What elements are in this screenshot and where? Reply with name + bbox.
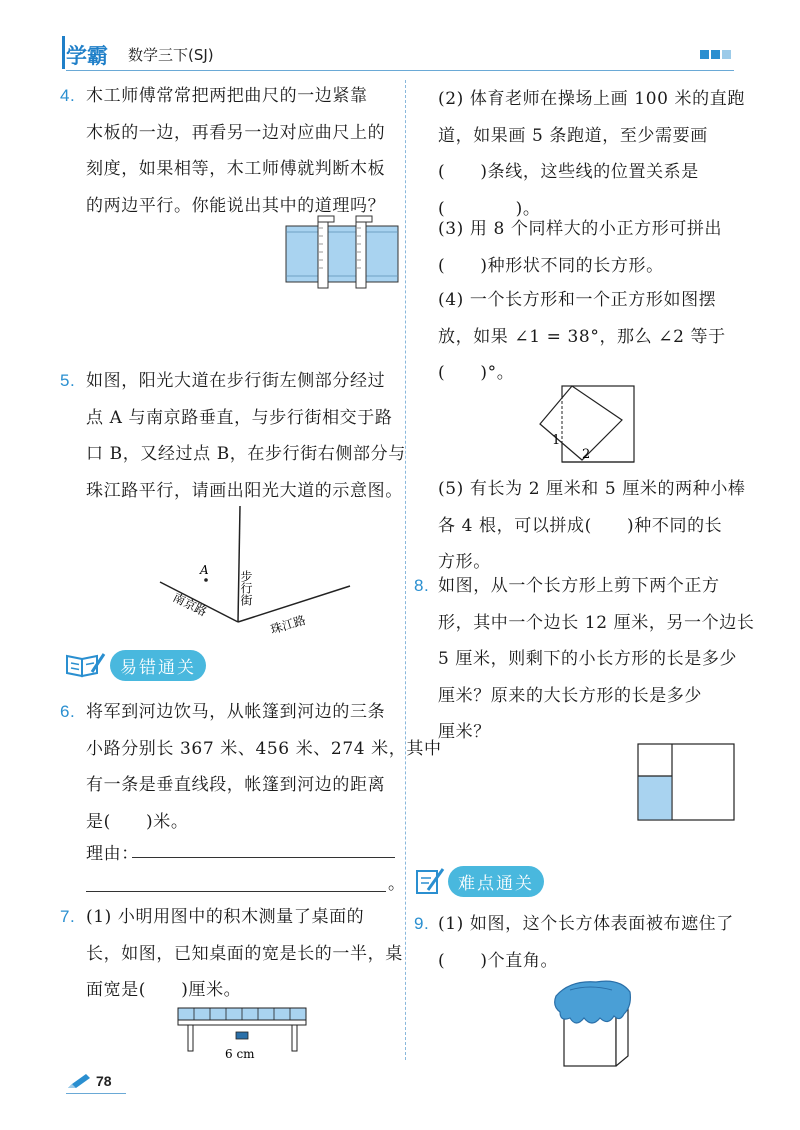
question-7-part-2 — [438, 81, 745, 227]
question-text: 道，如果画 5 条跑道，至少需要画 — [438, 125, 708, 146]
question-text: 的两边平行。你能说出其中的道理吗？ — [86, 195, 386, 216]
header-square-icon — [711, 50, 720, 59]
question-text: (1) 如图，这个长方体表面被布遮住了 — [438, 914, 734, 934]
question-text: 刻度，如果相等，木工师傅就判断木板 — [86, 159, 386, 179]
question-text: ( )个直角。 — [438, 950, 559, 971]
pencil-icon — [66, 1072, 92, 1092]
covered-cuboid-figure — [550, 976, 634, 1070]
header-square-icon — [722, 50, 731, 59]
question-text: 小路分别长 367 米、456 米、274 米，其中 — [86, 738, 442, 759]
footer-rule — [66, 1093, 126, 1094]
question-number: 6. — [60, 702, 76, 721]
question-number: 4. — [60, 86, 76, 105]
question-text: (3) 用 8 个同样大的小正方形可拼出 — [438, 219, 723, 239]
angle-1-label: 1 — [552, 433, 561, 448]
question-text: 点 A 与南京路垂直，与步行街相交于路 — [86, 407, 393, 428]
question-text: 放，如果 ∠1 = 38°，那么 ∠2 等于 — [438, 326, 726, 347]
question-7-part-3 — [438, 211, 738, 284]
angle-figure — [534, 384, 638, 466]
reason-answer-line[interactable] — [86, 891, 386, 892]
question-text: 5 厘米，则剩下的小长方形的长是多少 — [438, 649, 738, 669]
nanjing-road-label: 南京路 — [170, 590, 210, 620]
question-text: (5) 有长为 2 厘米和 5 厘米的两种小棒 — [438, 479, 746, 499]
question-number: 5. — [60, 371, 76, 390]
question-text: 木板的一边，再看另一边对应曲尺上的 — [86, 122, 386, 143]
question-5 — [60, 363, 406, 509]
question-text: (2) 体育老师在操场上画 100 米的直跑 — [438, 89, 745, 109]
section-heading-easy-error: 易错通关 — [110, 650, 206, 681]
book-pen-icon — [64, 650, 106, 680]
question-number: 9. — [414, 914, 430, 933]
question-7-part-4 — [438, 282, 738, 392]
question-text: 面宽是( )厘米。 — [86, 980, 242, 1000]
question-text: 有一条是垂直线段，帐篷到河边的距离 — [86, 775, 386, 795]
question-text: 如图，从一个长方形上剪下两个正方 — [438, 576, 720, 596]
question-text: 将军到河边饮马，从帐篷到河边的三条 — [86, 702, 386, 722]
header-accent-bar — [62, 36, 65, 69]
question-text: 长，如图，已知桌面的宽是长的一半，桌 — [86, 943, 403, 964]
point-a-label: A — [200, 563, 209, 577]
question-text: 如图，阳光大道在步行街左侧部分经过 — [86, 371, 386, 391]
question-text: 形，其中一个边长 12 厘米，另一个边长 — [438, 612, 755, 633]
question-text: 厘米？原来的大长方形的长是多少 — [438, 685, 702, 706]
end-mark: 。 — [388, 874, 406, 894]
question-text: ( )条线，这些线的位置关系是 — [438, 162, 699, 182]
question-8 — [414, 568, 755, 751]
note-pen-icon — [414, 866, 446, 896]
question-text: ( )。 — [438, 198, 541, 219]
page-number: 78 — [96, 1073, 112, 1089]
question-text: 口 B，又经过点 B，在步行街右侧部分与 — [86, 444, 406, 464]
question-text: 是( )米。 — [86, 811, 189, 832]
question-text: 木工师傅常常把两把曲尺的一边紧靠 — [86, 86, 368, 106]
question-text: (4) 一个长方形和一个正方形如图摆 — [438, 290, 717, 310]
question-number: 8. — [414, 576, 430, 595]
question-text: (1) 小明用图中的积木测量了桌面的 — [86, 907, 365, 927]
question-text: 各 4 根，可以拼成( )种不同的长 — [438, 515, 723, 536]
table-blocks-figure — [176, 1004, 310, 1064]
page-title: 数学三下(SJ) — [128, 46, 214, 64]
question-text: 珠江路平行，请画出阳光大道的示意图。 — [86, 480, 403, 501]
question-text: 厘米？ — [438, 722, 491, 742]
question-4 — [60, 78, 400, 224]
angle-2-label: 2 — [582, 447, 591, 462]
question-text: 方形。 — [438, 552, 491, 572]
question-number: 7. — [60, 907, 76, 926]
block-size-label: 6 cm — [225, 1047, 255, 1061]
carpenter-square-figure — [284, 214, 402, 290]
question-text: ( )种形状不同的长方形。 — [438, 255, 664, 276]
street-label: 步行街 — [239, 570, 253, 606]
zhujiang-road-label: 珠江路 — [268, 612, 308, 637]
header-rule — [66, 70, 734, 71]
road-map-figure — [150, 500, 360, 640]
point-a-dot — [204, 578, 208, 582]
question-9 — [414, 906, 744, 979]
reason-answer-line[interactable] — [132, 857, 395, 858]
cut-rectangle-figure — [636, 742, 738, 822]
column-divider — [405, 80, 406, 1060]
question-7-part-5 — [438, 471, 746, 581]
reason-label: 理由： — [86, 844, 139, 864]
question-7 — [60, 899, 403, 1009]
section-heading-hard: 难点通关 — [448, 866, 544, 897]
brand-logo: 学霸 — [66, 44, 108, 68]
header-square-icon — [700, 50, 709, 59]
question-6 — [60, 694, 442, 840]
question-text: ( )°。 — [438, 363, 515, 383]
